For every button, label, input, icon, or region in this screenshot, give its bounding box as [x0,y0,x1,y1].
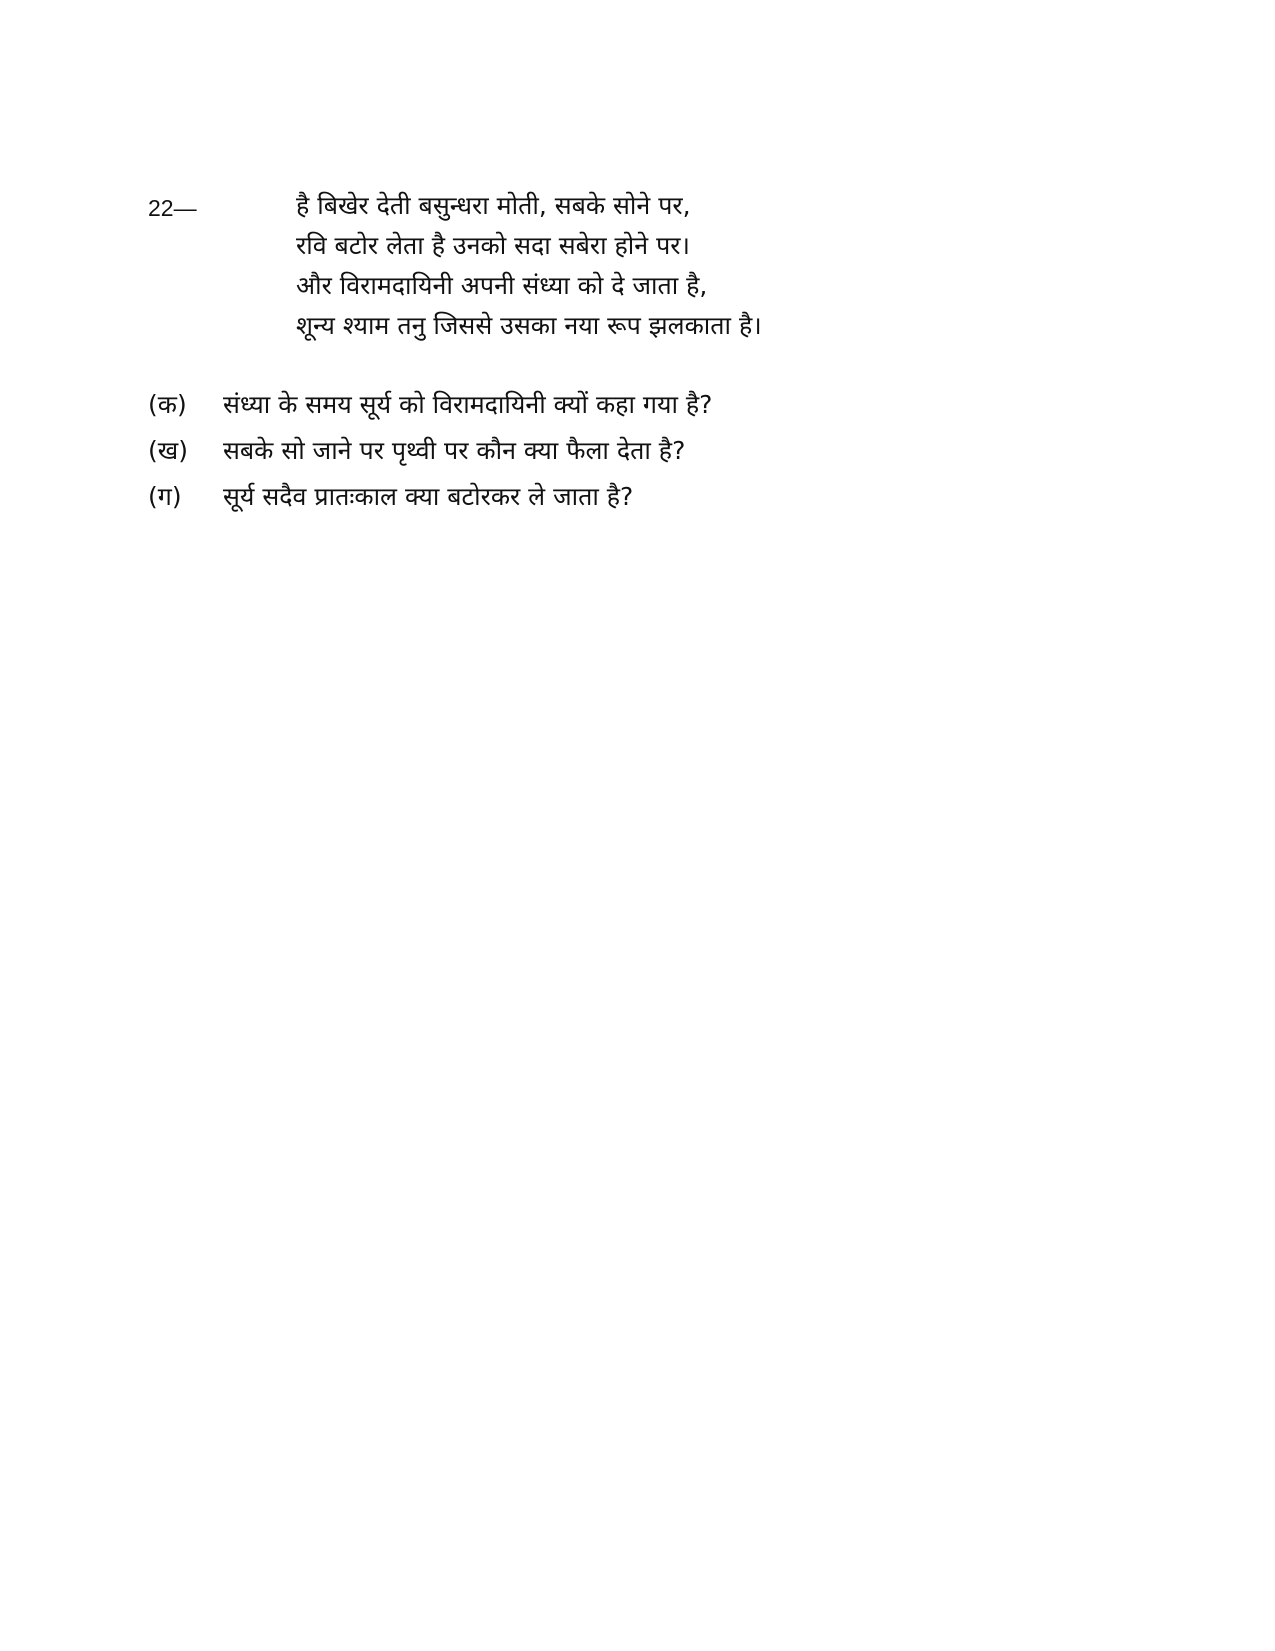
sub-question-label: (ग) [148,482,182,511]
sub-question [148,428,1148,474]
sub-question-label: (क) [148,390,187,419]
sub-question-text: संध्या के समय सूर्य को विरामदायिनी क्यों कहा गया है? [223,390,713,419]
sub-question [148,382,1148,428]
poem-line: और विरामदायिनी अपनी संध्या को दे जाता है, [296,271,708,300]
sub-question-text: सूर्य सदैव प्रातःकाल क्या बटोरकर ले जाता है? [223,482,634,511]
sub-question [148,474,1148,520]
poem-stanza [296,186,1196,346]
sub-question-label: (ख) [148,436,188,465]
sub-question-list [148,382,1148,520]
poem-line: शून्य श्याम तनु जिससे उसका नया रूप झलकाता है। [296,311,762,340]
sub-question-text: सबके सो जाने पर पृथ्वी पर कौन क्या फैला देता है? [223,436,686,465]
poem-line: है बिखेर देती बसुन्धरा मोती, सबके सोने पर, [296,191,691,220]
question-number: 22— [148,195,197,221]
poem-line: रवि बटोर लेता है उनको सदा सबेरा होने पर। [296,231,691,260]
